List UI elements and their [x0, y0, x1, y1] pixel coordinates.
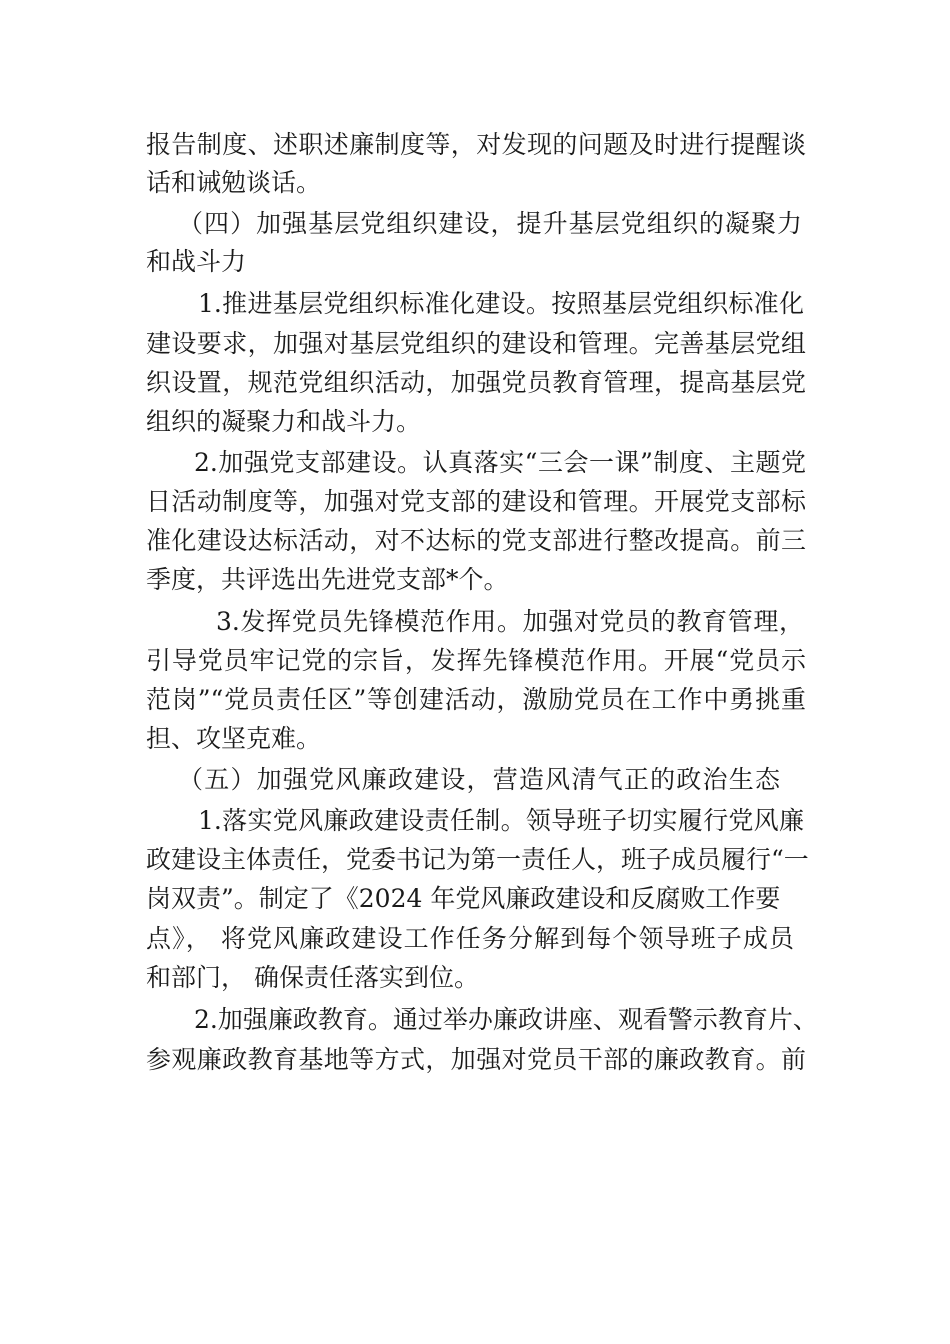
text-line: 建设要求，加强对基层党组织的建设和管理。完善基层党组 — [146, 329, 806, 358]
text-line: 参观廉政教育基地等方式，加强对党员干部的廉政教育。前 — [146, 1045, 806, 1074]
text-line: 话和诫勉谈话。 — [146, 168, 322, 197]
text-line: 岗双责”。制定了《2024 年党风廉政建设和反腐败工作要 — [146, 884, 781, 913]
text-line: 范岗”“党员责任区”等创建活动，激励党员在工作中勇挑重 — [146, 685, 806, 714]
text-line: 准化建设达标活动，对不达标的党支部进行整改提高。前三 — [146, 526, 806, 555]
text-line: 1.落实党风廉政建设责任制。领导班子切实履行党风廉 — [198, 806, 804, 835]
text-line: 织设置，规范党组织活动，加强党员教育管理，提高基层党 — [146, 368, 806, 397]
text-line: 3.发挥党员先锋模范作用。加强对党员的教育管理， — [216, 607, 804, 636]
text-line: 组织的凝聚力和战斗力。 — [146, 407, 422, 436]
text-line: 政建设主体责任，党委书记为第一责任人，班子成员履行“一 — [146, 845, 809, 874]
text-line: 季度，共评选出先进党支部*个。 — [146, 565, 509, 594]
section-heading: 和战斗力 — [146, 247, 247, 276]
text-line: 日活动制度等，加强对党支部的建设和管理。开展党支部标 — [146, 487, 806, 516]
text-line: 点》， 将党风廉政建设工作任务分解到每个领导班子成员 — [146, 924, 794, 953]
section-heading: （四）加强基层党组织建设，提升基层党组织的凝聚力 — [178, 209, 802, 238]
text-line: 和部门， 确保责任落实到位。 — [146, 963, 479, 992]
text-line: 1.推进基层党组织标准化建设。按照基层党组织标准化 — [198, 289, 804, 318]
text-line: 报告制度、述职述廉制度等，对发现的问题及时进行提醒谈 — [146, 130, 806, 159]
text-line: 2.加强党支部建设。认真落实“三会一课”制度、主题党 — [194, 448, 806, 477]
text-line: 2.加强廉政教育。通过举办廉政讲座、观看警示教育片、 — [194, 1005, 818, 1034]
text-line: 担、攻坚克难。 — [146, 724, 322, 753]
text-line: 引导党员牢记党的宗旨，发挥先锋模范作用。开展“党员示 — [146, 646, 806, 675]
section-heading: （五）加强党风廉政建设，营造风清气正的政治生态 — [178, 765, 780, 794]
